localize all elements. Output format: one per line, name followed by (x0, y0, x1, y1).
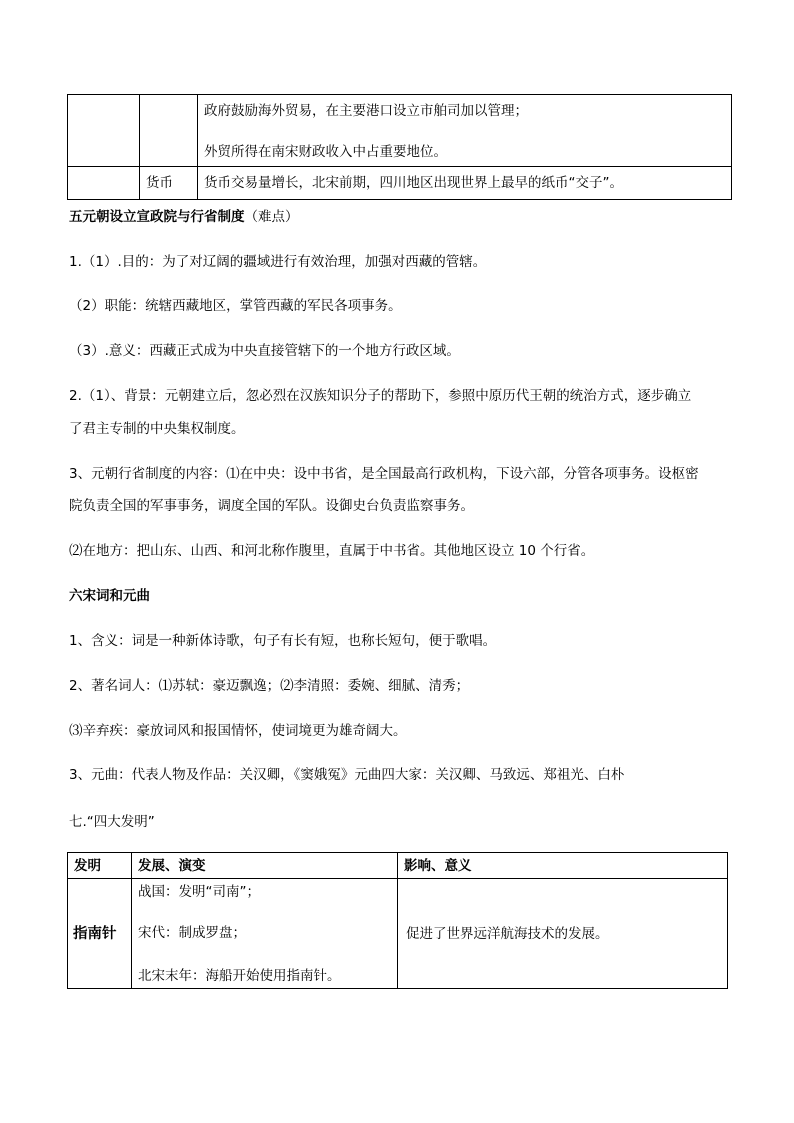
compass-impact-text: 促进了世界远洋航海技术的发展。 (406, 926, 609, 942)
section5-background-line1: 2.（1）、背景：元朝建立后，忽必烈在汉族知识分子的帮助下，参照中原历代王朝的统治方式，逐步确立 (69, 388, 692, 404)
section5-background-line2: 了君主专制的中央集权制度。 (69, 421, 245, 437)
table-row (68, 879, 728, 989)
header-invention: 发明 (68, 853, 132, 879)
table-cell-trade (198, 95, 732, 167)
section6-xin-qiji: ⑶辛弃疾：豪放词风和报国情怀，使词境更为雄奇阔大。 (69, 723, 407, 739)
section6-heading: 六宋词和元曲 (69, 588, 150, 604)
table-cell-empty (140, 95, 198, 167)
trade-policy-text: 政府鼓励海外贸易，在主要港口设立市舶司加以管理； (204, 103, 528, 119)
compass-dev-song: 宋代：制成罗盘； (138, 925, 246, 941)
section5-purpose: 1.（1）.目的：为了对辽阔的疆域进行有效治理，加强对西藏的管辖。 (69, 254, 487, 270)
table-cell-empty (68, 95, 140, 167)
currency-label: 货币 (146, 175, 173, 191)
header-impact: 影响、意义 (398, 853, 728, 879)
currency-text: 货币交易量增长，北宋前期，四川地区出现世界上最早的纸币“交子”。 (204, 175, 623, 191)
economy-table (67, 94, 732, 200)
section6-yuanqu: 3、元曲：代表人物及作品：关汉卿，《窦娥冤》元曲四大家：关汉卿、马致远、郑祖光、白朴 (69, 767, 625, 783)
compass-dev-warring-states: 战国：发明“司南”； (138, 884, 260, 900)
section5-heading (69, 208, 299, 226)
section5-local: ⑵在地方：把山东、山西、和河北称作腹里，直属于中书省。其他地区设立 10 个行省。 (69, 543, 595, 559)
section7-heading: 七.“四大发明” (69, 814, 155, 830)
table-cell-currency (198, 167, 732, 200)
table-row (68, 95, 732, 167)
four-inventions-table (67, 852, 728, 989)
table-row (68, 167, 732, 200)
table-cell-currency-label (140, 167, 198, 200)
trade-income-text: 外贸所得在南宋财政收入中占重要地位。 (204, 144, 447, 160)
section5-content-line1: 3、元朝行省制度的内容：⑴在中央：设中书省，是全国最高行政机构，下设六部，分管各项事务。设枢密 (69, 466, 699, 482)
table-header-row (68, 853, 728, 879)
section5-content-line2: 院负责全国的军事事务，调度全国的军队。设御史台负责监察事务。 (69, 498, 474, 514)
section6-definition: 1、含义：词是一种新体诗歌，句子有长有短，也称长短句，便于歌唱。 (69, 633, 497, 649)
compass-dev-northern-song: 北宋末年：海船开始使用指南针。 (138, 968, 341, 984)
section5-heading-main: 五元朝设立宣政院与行省制度 (69, 209, 245, 225)
cell-compass-impact (398, 879, 728, 989)
section5-function: （2）职能：统辖西藏地区，掌管西藏的军民各项事务。 (69, 298, 402, 314)
cell-compass-development (132, 879, 398, 989)
header-development: 发展、演变 (132, 853, 398, 879)
table-cell-empty (68, 167, 140, 200)
section5-significance: （3）.意义：西藏正式成为中央直接管辖下的一个地方行政区域。 (69, 343, 460, 359)
section5-heading-note: （难点） (244, 209, 299, 225)
cell-invention-compass (68, 879, 132, 989)
section6-poets: 2、著名词人：⑴苏轼：豪迈飘逸；⑵李清照：委婉、细腻、清秀； (69, 678, 470, 694)
compass-label: 指南针 (73, 926, 117, 942)
